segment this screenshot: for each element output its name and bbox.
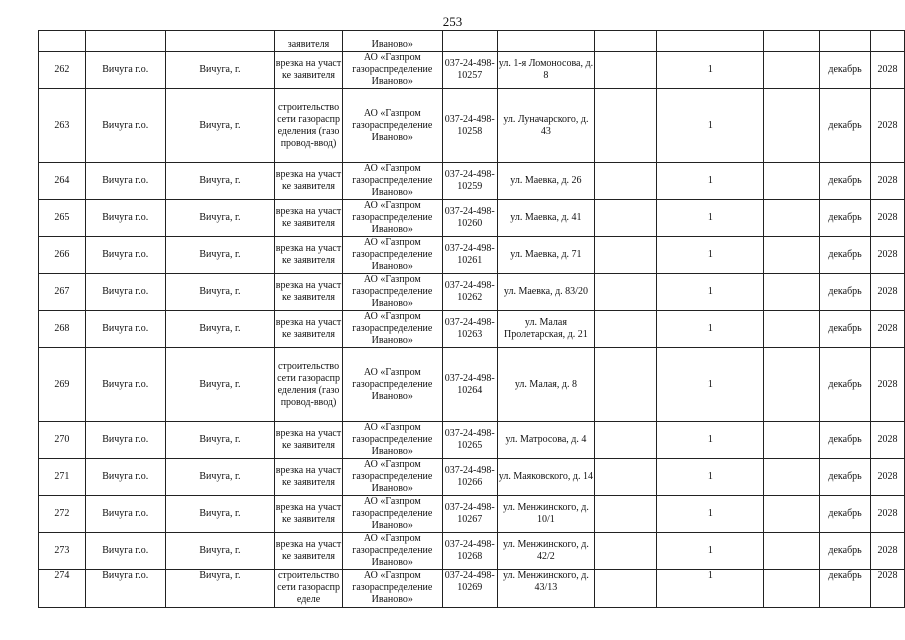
cell-quantity: 1 [657,274,764,311]
cell-code: 037-24-498-10263 [442,311,497,348]
page-number: 253 [442,14,463,29]
cell-settlement: Вичуга, г. [165,163,274,200]
cell-district: Вичуга г.о. [85,52,165,89]
cell-year: 2028 [870,52,904,89]
cell-work: врезка на участке заявителя [275,422,343,459]
cell-district: Вичуга г.о. [85,533,165,570]
cell-month: декабрь [820,163,871,200]
cell-empty [764,533,820,570]
cell-month: декабрь [820,89,871,163]
cell-org: АО «Газпром газораспределение Иваново» [343,52,443,89]
cell-empty [764,348,820,422]
cell-quantity: 1 [657,163,764,200]
table-row [39,89,905,163]
cell-code: 037-24-498-10257 [442,52,497,89]
cell-quantity: 1 [657,89,764,163]
cell-month: декабрь [820,52,871,89]
cell-number: 264 [39,163,86,200]
cell-settlement: Вичуга, г. [165,311,274,348]
cell-empty [764,163,820,200]
table-row [39,533,905,570]
table-row [39,459,905,496]
cell-code: 037-24-498-10260 [442,200,497,237]
cell-empty [595,570,657,608]
cell-settlement: Вичуга, г. [165,570,274,608]
cell-address: ул. Менжинского, д. 43/13 [497,570,594,608]
table-row [39,422,905,459]
cell-quantity: 1 [657,459,764,496]
cell-empty [764,422,820,459]
cell-quantity: 1 [657,52,764,89]
cell-settlement: Вичуга, г. [165,237,274,274]
cell-work: строительство сети газораспределения (газопровод-ввод) [275,348,343,422]
cell-code: 037-24-498-10266 [442,459,497,496]
cell-number: 263 [39,89,86,163]
cell-year: 2028 [870,311,904,348]
cell-district: Вичуга г.о. [85,348,165,422]
cell-month: декабрь [820,459,871,496]
cell-year: 2028 [870,237,904,274]
cell-empty [764,89,820,163]
cell-quantity: 1 [657,311,764,348]
cell-empty [595,163,657,200]
cell-address: ул. Маевка, д. 41 [497,200,594,237]
table-row [39,496,905,533]
cell-address: ул. Маевка, д. 83/20 [497,274,594,311]
cell-settlement: Вичуга, г. [165,533,274,570]
cell-empty [595,311,657,348]
table-row [39,237,905,274]
table-row [39,52,905,89]
cell-quantity: 1 [657,533,764,570]
cell-empty [595,533,657,570]
cell-empty [595,496,657,533]
cell-district: Вичуга г.о. [85,163,165,200]
table-row [39,311,905,348]
cell-empty [595,200,657,237]
cell-org: АО «Газпром газораспределение Иваново» [343,459,443,496]
cell-address: ул. Малая, д. 8 [497,348,594,422]
cell-code: 037-24-498-10261 [442,237,497,274]
cell-number: 272 [39,496,86,533]
cell-empty [764,459,820,496]
cell-work: врезка на участке заявителя [275,237,343,274]
cell-district: Вичуга г.о. [85,237,165,274]
cell-empty [595,422,657,459]
cell-district: Вичуга г.о. [85,459,165,496]
cell-code: 037-24-498-10268 [442,533,497,570]
cell-settlement: Вичуга, г. [165,200,274,237]
cell-quantity: 1 [657,496,764,533]
cell-address: ул. Менжинского, д. 10/1 [497,496,594,533]
cell-empty [764,200,820,237]
cell-year: 2028 [870,89,904,163]
cell-district: Вичуга г.о. [85,496,165,533]
cell-org: АО «Газпром газораспределение Иваново» [343,89,443,163]
gas-works-table [38,30,905,608]
cell-quantity: 1 [657,570,764,608]
cell-org: АО «Газпром газораспределение Иваново» [343,274,443,311]
table-row [39,163,905,200]
cell-year: 2028 [870,459,904,496]
cell-number: 269 [39,348,86,422]
cell-year: 2028 [870,200,904,237]
cell-number: 262 [39,52,86,89]
cell-month: декабрь [820,533,871,570]
cell-empty [764,274,820,311]
cell-empty [764,311,820,348]
cell-number: 268 [39,311,86,348]
cell-number: 271 [39,459,86,496]
cell-address: ул. Малая Пролетарская, д. 21 [497,311,594,348]
cell-month: декабрь [820,200,871,237]
cell-month: декабрь [820,422,871,459]
cell-org: АО «Газпром газораспределение Иваново» [343,570,443,608]
cell-year: 2028 [870,348,904,422]
cell-address: ул. Маевка, д. 71 [497,237,594,274]
cell-work: строительство сети газораспределения (газопровод-ввод) [275,89,343,163]
cell-work: врезка на участке заявителя [275,200,343,237]
cell-settlement: Вичуга, г. [165,348,274,422]
cell-year: 2028 [870,163,904,200]
cell-code: 037-24-498-10265 [442,422,497,459]
table-row [39,200,905,237]
cell-code: 037-24-498-10259 [442,163,497,200]
cell-settlement: Вичуга, г. [165,274,274,311]
cell-quantity: 1 [657,348,764,422]
cell-number: 274 [39,570,86,608]
table-row [39,274,905,311]
cell-org: Иваново» [343,31,443,52]
cell-address: ул. Маяковского, д. 14 [497,459,594,496]
cell-district: Вичуга г.о. [85,570,165,608]
cell-month: декабрь [820,496,871,533]
cell-work: заявителя [275,31,343,52]
cell-empty [595,459,657,496]
cell-work: врезка на участке заявителя [275,459,343,496]
cell-empty [595,348,657,422]
cell-month: декабрь [820,274,871,311]
cell-empty [764,237,820,274]
cell-year: 2028 [870,274,904,311]
cell-work: врезка на участке заявителя [275,311,343,348]
cell-number: 266 [39,237,86,274]
cell-code: 037-24-498-10264 [442,348,497,422]
cell-work: врезка на участке заявителя [275,163,343,200]
cell-org: АО «Газпром газораспределение Иваново» [343,496,443,533]
cell-empty [595,52,657,89]
cell-address: ул. Маевка, д. 26 [497,163,594,200]
cell-number: 265 [39,200,86,237]
cell-code: 037-24-498-10258 [442,89,497,163]
cell-district: Вичуга г.о. [85,422,165,459]
cell-empty [764,52,820,89]
cell-address: ул. 1-я Ломоносова, д. 8 [497,52,594,89]
cell-empty [595,274,657,311]
cell-quantity: 1 [657,237,764,274]
cell-empty [595,89,657,163]
cell-work: врезка на участке заявителя [275,52,343,89]
cell-org: АО «Газпром газораспределение Иваново» [343,163,443,200]
cell-month: декабрь [820,570,871,608]
cell-year: 2028 [870,533,904,570]
cell-month: декабрь [820,237,871,274]
cell-code: 037-24-498-10262 [442,274,497,311]
cell-number: 270 [39,422,86,459]
cell-year: 2028 [870,496,904,533]
cell-month: декабрь [820,311,871,348]
cell-work: врезка на участке заявителя [275,496,343,533]
cell-quantity: 1 [657,422,764,459]
cell-number: 273 [39,533,86,570]
cell-org: АО «Газпром газораспределение Иваново» [343,422,443,459]
cell-settlement: Вичуга, г. [165,496,274,533]
cell-settlement: Вичуга, г. [165,89,274,163]
cell-number: 267 [39,274,86,311]
cell-quantity: 1 [657,200,764,237]
cell-org: АО «Газпром газораспределение Иваново» [343,237,443,274]
cell-code: 037-24-498-10267 [442,496,497,533]
cell-org: АО «Газпром газораспределение Иваново» [343,533,443,570]
cell-address: ул. Матросова, д. 4 [497,422,594,459]
cell-district: Вичуга г.о. [85,274,165,311]
table-body [39,52,905,608]
cell-org: АО «Газпром газораспределение Иваново» [343,200,443,237]
cell-code: 037-24-498-10269 [442,570,497,608]
cell-org: АО «Газпром газораспределение Иваново» [343,311,443,348]
cell-work: строительство сети газораспределе [275,570,343,608]
cell-year: 2028 [870,570,904,608]
cell-work: врезка на участке заявителя [275,533,343,570]
cell-settlement: Вичуга, г. [165,459,274,496]
cell-district: Вичуга г.о. [85,200,165,237]
table-row [39,348,905,422]
cell-district: Вичуга г.о. [85,311,165,348]
table-row [39,570,905,608]
cell-settlement: Вичуга, г. [165,422,274,459]
cell-district: Вичуга г.о. [85,89,165,163]
cell-address: ул. Луначарского, д. 43 [497,89,594,163]
cell-org: АО «Газпром газораспределение Иваново» [343,348,443,422]
cell-work: врезка на участке заявителя [275,274,343,311]
cell-empty [764,570,820,608]
cell-address: ул. Менжинского, д. 42/2 [497,533,594,570]
cell-year: 2028 [870,422,904,459]
cell-empty [595,237,657,274]
cell-empty [764,496,820,533]
table-row-continued [39,31,905,52]
cell-settlement: Вичуга, г. [165,52,274,89]
cell-month: декабрь [820,348,871,422]
